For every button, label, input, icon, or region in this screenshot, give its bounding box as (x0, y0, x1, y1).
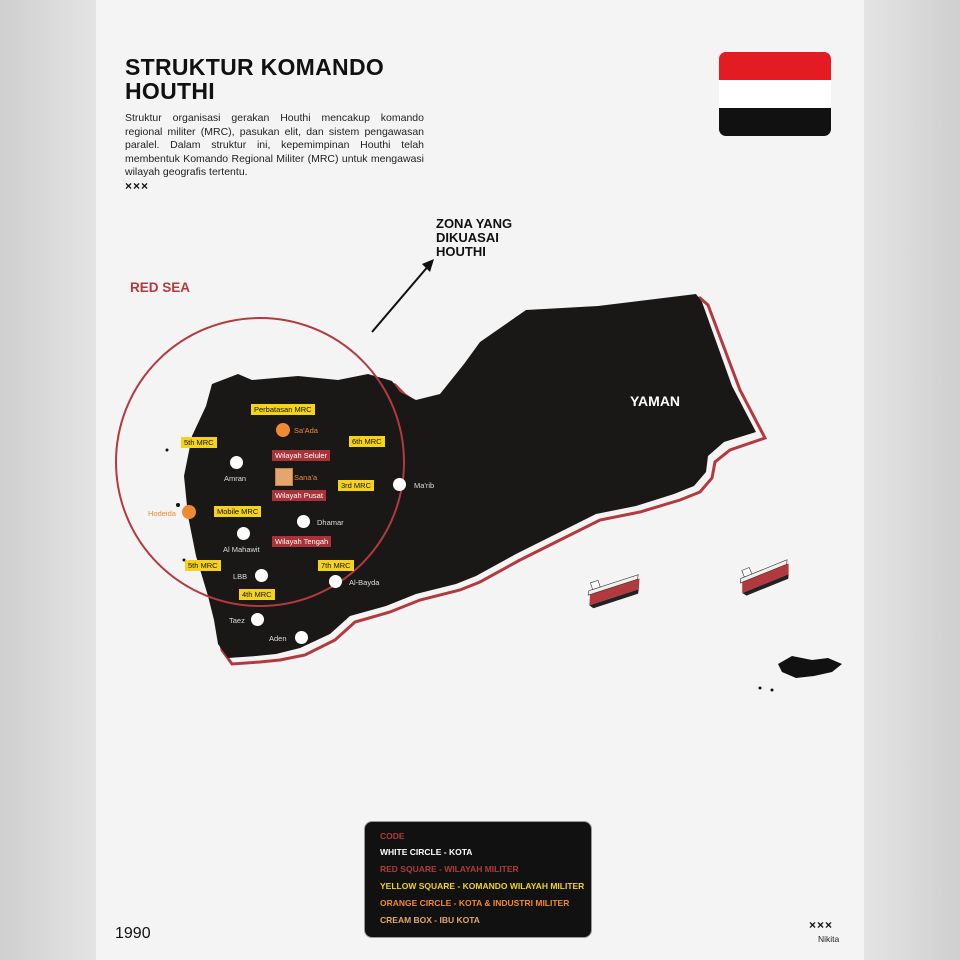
region-tag: Wilayah Pusat (272, 490, 326, 501)
red-sea-label: RED SEA (130, 280, 191, 295)
city-label: Hodeida (148, 509, 176, 518)
city-label: Al Mahawit (223, 545, 260, 554)
title-line-1: STRUKTUR KOMANDO (125, 54, 385, 80)
city-marker-orange (182, 505, 196, 519)
zone-label: ZONA YANG DIKUASAI HOUTHI (436, 216, 513, 259)
ship-icon (583, 568, 644, 609)
capital-marker (275, 468, 293, 486)
mrc-tag: 3rd MRC (338, 480, 374, 491)
ornament-bottom: ××× (809, 918, 834, 932)
mrc-tag: 6th MRC (349, 436, 385, 447)
region-tag: Wilayah Tengah (272, 536, 331, 547)
mrc-tag: Mobile MRC (214, 506, 261, 517)
mrc-tag: 5th MRC (185, 560, 221, 571)
description: Struktur organisasi gerakan Houthi mencakup komando regional militer (MRC), pasukan elit, dan sistem pengawasan paralel. Dalam struktur ini, kepemimpinan Houthi telah membentuk Komando Regional Militer (MRC) untuk mengawasi wilayah geografis tertentu. (125, 112, 424, 178)
island-dot (759, 687, 762, 690)
city-marker (329, 575, 342, 588)
title-line-2: HOUTHI (125, 78, 215, 104)
yemen-mainland (184, 294, 756, 658)
city-marker (393, 478, 406, 491)
city-marker (251, 613, 264, 626)
city-label: LBB (233, 572, 248, 581)
mrc-tag: 7th MRC (318, 560, 354, 571)
year-label: 1990 (115, 925, 151, 942)
island-dot (771, 689, 774, 692)
mrc-tag: 4th MRC (239, 589, 275, 600)
mrc-tag: Perbatasan MRC (251, 404, 315, 415)
legend-heading: CODE (380, 831, 405, 841)
legend-box (364, 821, 592, 938)
city-label: Amran (224, 474, 247, 483)
island-dot (166, 449, 169, 452)
city-label: Al-Bayda (349, 578, 380, 587)
zone-arrow (372, 264, 430, 332)
city-marker (237, 527, 250, 540)
mrc-tag: 5th MRC (181, 437, 217, 448)
ornament-top: ××× (125, 179, 150, 193)
legend-item-orange: ORANGE CIRCLE - KOTA & INDUSTRI MILITER (380, 898, 570, 908)
city-label: Dhamar (317, 518, 344, 527)
city-label: Sana'a (294, 473, 318, 482)
author-label: Nikita (818, 934, 840, 944)
legend-item-red: RED SQUARE - WILAYAH MILITER (380, 864, 519, 874)
city-marker (230, 456, 243, 469)
legend-item-cream: CREAM BOX - IBU KOTA (380, 915, 480, 925)
city-marker (297, 515, 310, 528)
island-dot (176, 503, 180, 507)
legend-item-white: WHITE CIRCLE - KOTA (380, 847, 473, 857)
city-label: Taez (229, 616, 245, 625)
city-marker-orange (276, 423, 290, 437)
city-marker (255, 569, 268, 582)
socotra-island (778, 656, 842, 678)
ship-icon (734, 553, 793, 596)
region-tag: Wilayah Seluler (272, 450, 330, 461)
city-marker (295, 631, 308, 644)
legend-item-yellow: YELLOW SQUARE - KOMANDO WILAYAH MILITER (380, 881, 585, 891)
city-label: Aden (269, 634, 287, 643)
city-label: Ma'rib (414, 481, 435, 490)
city-label: Sa'Ada (294, 426, 318, 435)
country-label: YAMAN (630, 393, 681, 409)
